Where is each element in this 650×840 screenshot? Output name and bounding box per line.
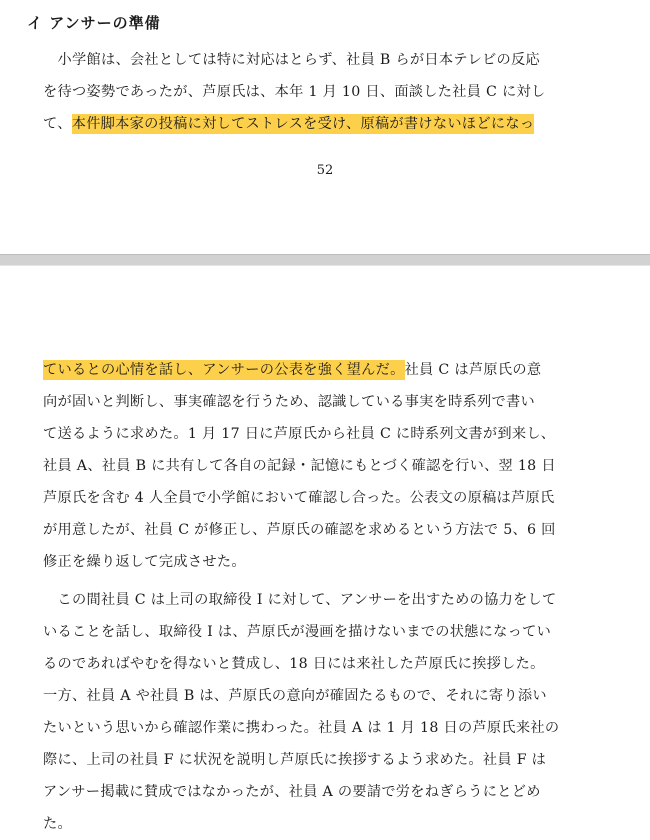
text-line: 芦原氏を含む 4 人全員で小学館において確認し合った。公表文の原稿は芦原氏 — [43, 490, 555, 506]
text-line: 向が固いと判断し、事実確認を行うため、認識している事実を時系列で書い — [43, 394, 536, 410]
text-line: るのであればやむを得ないと賛成し、18 日には来社した芦原氏に挨拶した。 — [43, 656, 545, 672]
text-line: 修正を繰り返して完成させた。 — [43, 554, 246, 570]
text-line: この間社員 C は上司の取締役 I に対して、アンサーを出すための協力をして — [43, 592, 557, 608]
text-segment: 社員 C は芦原氏の意 — [404, 362, 542, 378]
highlighted-text[interactable]: 本件脚本家の投稿に対してストレスを受け、原稿が書けないほどになっ — [71, 116, 535, 132]
page-divider — [0, 254, 650, 266]
text-line: て送るように求めた。1 月 17 日に芦原氏から社員 C に時系列文書が到来し、 — [43, 426, 556, 442]
highlighted-text[interactable]: ているとの心情を話し、アンサーの公表を強く望んだ。 — [43, 362, 405, 378]
text-line: た。 — [43, 816, 72, 832]
text-line — [43, 108, 603, 140]
text-line — [43, 354, 603, 386]
text-line: たいという思いから確認作業に携わった。社員 A は 1 月 18 日の芦原氏来社の — [43, 720, 560, 736]
text-line: が用意したが、社員 C が修正し、芦原氏の確認を求めるという方法で 5、6 回 — [43, 522, 556, 538]
text-line: いることを話し、取締役 I は、芦原氏が漫画を描けないまでの状態になってい — [43, 624, 552, 640]
text-line: を待つ姿勢であったが、芦原氏は、本年 1 月 10 日、面談した社員 C に対し — [43, 84, 546, 100]
text-line: 社員 A、社員 B に共有して各自の記録・記憶にもとづく確認を行い、翌 18 日 — [43, 458, 556, 474]
paragraph-top — [43, 44, 603, 140]
text-segment: て、 — [43, 116, 72, 132]
text-line: アンサー掲載に賛成ではなかったが、社員 A の要請で労をねぎらうにとどめ — [43, 784, 541, 800]
text-line: 一方、社員 A や社員 B は、芦原氏の意向が確固たるもので、それに寄り添い — [43, 688, 547, 704]
paragraph-second — [43, 584, 603, 840]
document-page-top — [0, 0, 650, 254]
paragraph-continued — [43, 354, 603, 578]
text-line: 際に、上司の社員 F に状況を説明し芦原氏に挨拶するよう求めた。社員 F は — [43, 752, 547, 768]
page-number: 52 — [316, 163, 334, 178]
text-line: 小学館は、会社としては特に対応はとらず、社員 B らが日本テレビの反応 — [43, 52, 541, 68]
section-heading: イ アンサーの準備 — [27, 14, 161, 32]
